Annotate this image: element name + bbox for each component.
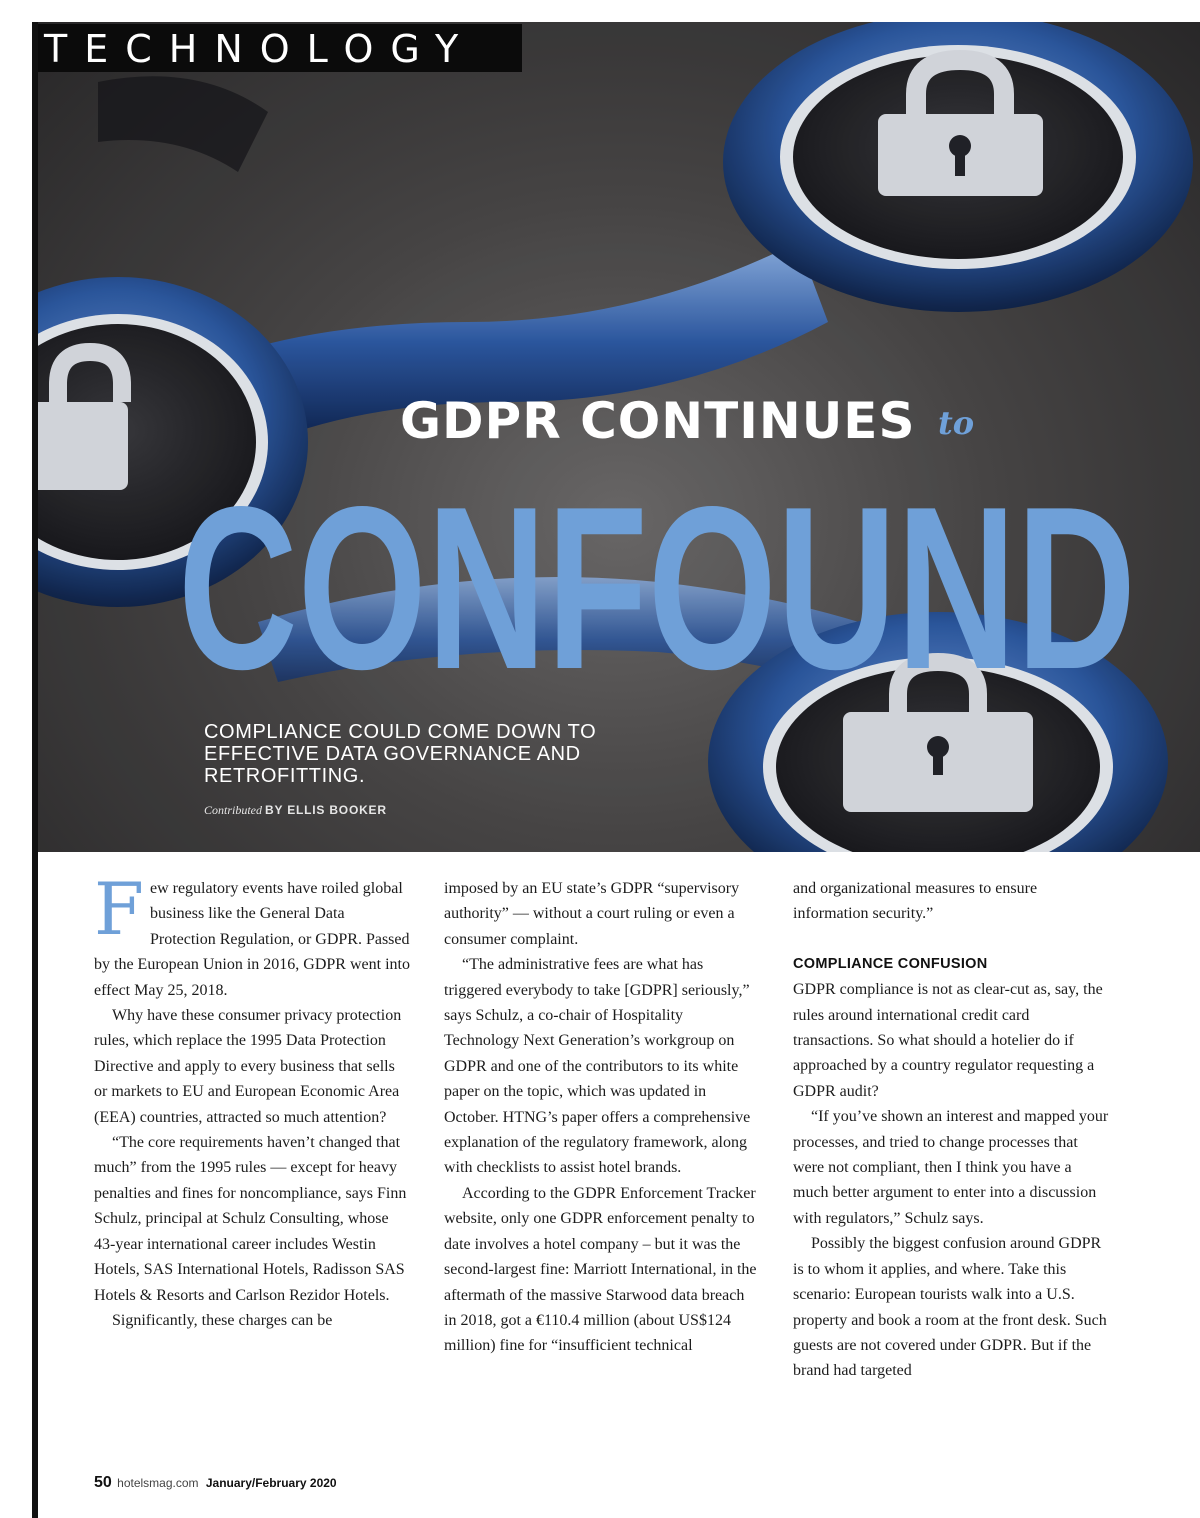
body-paragraph: “The core requirements haven’t changed that much” from the 1995 rules — except for heavy penalties and fines for noncompliance, says Finn Schulz, principal at Schulz Consulting, whose 43-year international career includes Westin Hotels, SAS International Hotels, Radisson SAS Hotels & Resorts and Carlson Rezidor Hotels. — [94, 1134, 407, 1304]
body-column-1 — [94, 867, 410, 1333]
page-footer — [94, 1474, 337, 1492]
body-paragraph: Significantly, these charges can be — [112, 1311, 333, 1329]
headline-big-text: CONFOUND — [178, 468, 1136, 692]
byline-author: BY ELLIS BOOKER — [265, 803, 387, 817]
headline-connector: to — [938, 404, 975, 442]
body-paragraph: and organizational measures to ensure information security.” — [793, 880, 1038, 923]
body-paragraph — [94, 867, 410, 1003]
body-paragraph: Possibly the biggest confusion around GDPR is to whom it applies, and where. Take this scenario: European tourists walk into a U.S. property and book a room at the front desk. Such guests are not covered under GDPR. But if the brand had targeted — [793, 1235, 1107, 1380]
body-column-2 — [444, 876, 760, 1359]
body-paragraph: Why have these consumer privacy protection rules, which replace the 1995 Data Protection Directive and apply to every business that sells or markets to EU and European Economic Area (EEA) countries, attracted so much attention? — [94, 1007, 402, 1126]
headline-line1: GDPR CONTINUES — [400, 392, 916, 450]
section-tag: TECHNOLOGY — [38, 24, 522, 72]
headline-big-word — [178, 468, 1138, 692]
deck-subtitle: COMPLIANCE COULD COME DOWN TO EFFECTIVE DATA GOVERNANCE AND RETROFITTING. — [204, 721, 597, 787]
byline — [204, 803, 387, 818]
body-paragraph: imposed by an EU state’s GDPR “supervisory authority” — without a court ruling or even a consumer complaint. — [444, 880, 740, 948]
page-number: 50 — [94, 1474, 112, 1491]
body-paragraph: According to the GDPR Enforcement Tracker website, only one GDPR enforcement penalty to date involves a hotel company – but it was the second-largest fine: Marriott International, in the aftermath of the massive Starwood data breach in 2018, got a €110.4 million (about US$124 million) fine for “insufficient technical — [444, 1184, 757, 1355]
body-paragraph: GDPR compliance is not as clear-cut as, say, the rules around international credit card transactions. So what should a hotelier do if approached by a country regulator requesting a GDPR audit? — [793, 981, 1103, 1100]
body-column-3 — [793, 876, 1109, 1384]
section-subhead: COMPLIANCE CONFUSION — [793, 955, 988, 972]
drop-cap: F — [94, 867, 144, 951]
body-paragraph-text: ew regulatory events have roiled global business like the General Data Protection Regulation, or GDPR. Passed by the European Union in 2016, GDPR went into effect May 25, 2018. — [94, 880, 410, 999]
footer-site: hotelsmag.com — [117, 1476, 199, 1490]
byline-contributed: Contributed — [204, 803, 263, 817]
body-paragraph: “If you’ve shown an interest and mapped your processes, and tried to change processes that were not compliant, then I think you have a much better argument to enter into a discussion with regulators,” Schulz says. — [793, 1108, 1109, 1227]
footer-issue: January/February 2020 — [205, 1476, 337, 1490]
body-paragraph: “The administrative fees are what has triggered everybody to take [GDPR] seriously,” says Schulz, a co-chair of Hospitality Technology Next Generation’s workgroup on GDPR and one of the contributors to its white paper on the topic, which was updated in October. HTNG’s paper offers a comprehensive explanation of the regulatory framework, along with checklists to assist hotel brands. — [444, 956, 751, 1177]
